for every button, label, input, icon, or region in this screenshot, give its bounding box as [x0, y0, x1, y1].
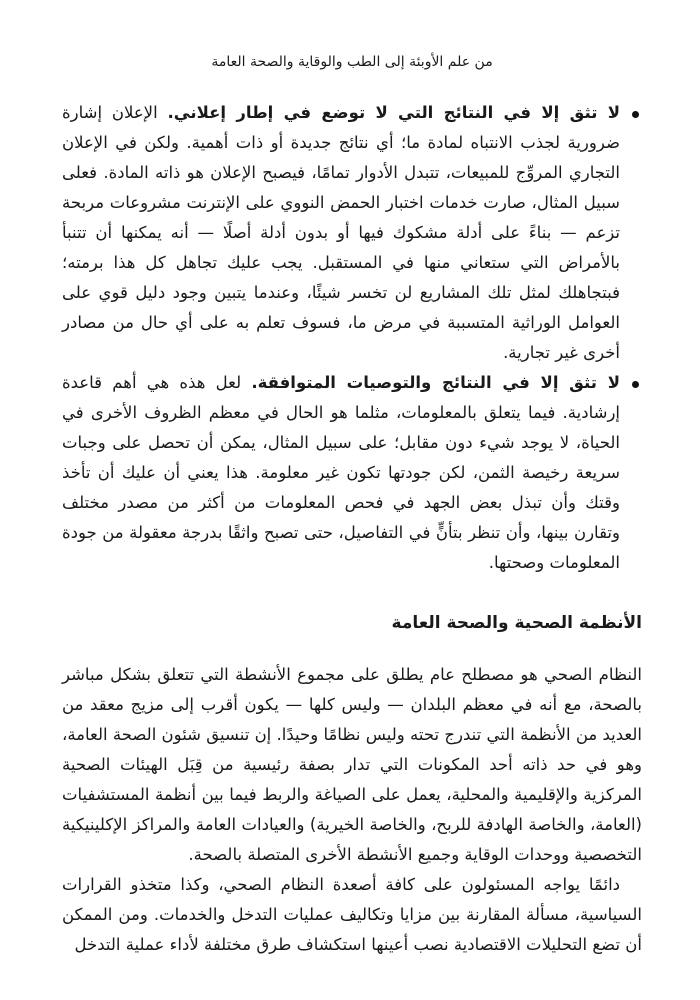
bullet-icon [632, 381, 639, 388]
bullet-body-text: لعل هذه هي أهم قاعدة إرشادية. فيما يتعلق بالمعلومات، مثلما هو الحال في معظم الظروف الأخرى في الحياة، لا يوجد شيء دون مقابل؛ على سبيل المثال، يمكن أن تحصل على وجبات سريعة رخيصة الثمن، لكن جودتها تكون غير معلومة. هذا يعني أن عليك أن تأخذ وقتك وأن تبذل بعض الجهد في فحص المعلومات من أكثر من مصدر مختلف وتقارن بينها، وأن تنظر بتأنٍّ في التفاصيل، حتى تصبح واثقًا بدرجة معقولة من جودة المعلومات وصحتها. [62, 373, 620, 572]
bullet-lead-text: لا تثق إلا في النتائج التي لا توضع في إطار إعلاني. [167, 103, 620, 122]
list-item [62, 368, 642, 578]
body-paragraph: النظام الصحي هو مصطلح عام يطلق على مجموع الأنشطة التي تتعلق بشكل مباشر بالصحة، مع أنه في معظم البلدان — وليس كلها — يكون أقرب إلى مزيج معقد من العديد من الأنظمة التي تندرج تحته وليس نظامًا وحيدًا. إن تنسيق شئون الصحة العامة، وهو في حد ذاته أحد المكونات التي تدار بصفة رئيسية من قِبَل الهيئات الصحية المركزية والإقليمية والمحلية، يعمل على الصياغة والربط فيما بين أنظمة المستشفيات (العامة، والخاصة الهادفة للربح، والخاصة الخيرية) والعيادات العامة والمراكز الإكلينيكية التخصصية ووحدات الوقاية وجميع الأنشطة الأخرى المتصلة بالصحة. [62, 665, 642, 864]
body-paragraph: دائمًا يواجه المسئولون على كافة أصعدة النظام الصحي، وكذا متخذو القرارات السياسية، مسألة المقارنة بين مزايا وتكاليف عمليات التدخل والخدمات. ومن الممكن أن تضع التحليلات الاقتصادية نصب أعينها استكشاف طرق مختلفة لأداء عملية التدخل [62, 875, 642, 954]
list-item [62, 98, 642, 368]
bullet-body-text: الإعلان إشارة ضرورية لجذب الانتباه لمادة ما؛ أي نتائج جديدة أو ذات أهمية. ولكن في الإعلان التجاري المروِّج للمبيعات، تتبدل الأدوار تمامًا، فيصبح الإعلان هو ذاته المادة. فعلى سبيل المثال، صارت خدمات اختبار الحمض النووي على الإنترنت مشروعات مربحة تزعم — بناءً على أدلة مشكوك فيها أو بدون أدلة أصلًا — أنه يمكنها أن تتنبأ بالأمراض التي ستعاني منها في المستقبل. يجب عليك تجاهل كل هذا برمته؛ فبتجاهلك لمثل تلك المشاريع لن تخسر شيئًا، وعندما يتبين وجود دليل قوي على العوامل الوراثية المتسببة في مرض ما، فسوف تعلم به على أي حال من مصادر أخرى غير تجارية. [62, 103, 620, 362]
bullet-icon [632, 111, 639, 118]
guideline-list [62, 98, 642, 578]
running-header: من علم الأوبئة إلى الطب والوقاية والصحة العامة [211, 54, 493, 70]
section-heading: الأنظمة الصحية والصحة العامة [391, 613, 642, 633]
bullet-lead-text: لا تثق إلا في النتائج والتوصيات المتوافقة. [251, 373, 620, 392]
